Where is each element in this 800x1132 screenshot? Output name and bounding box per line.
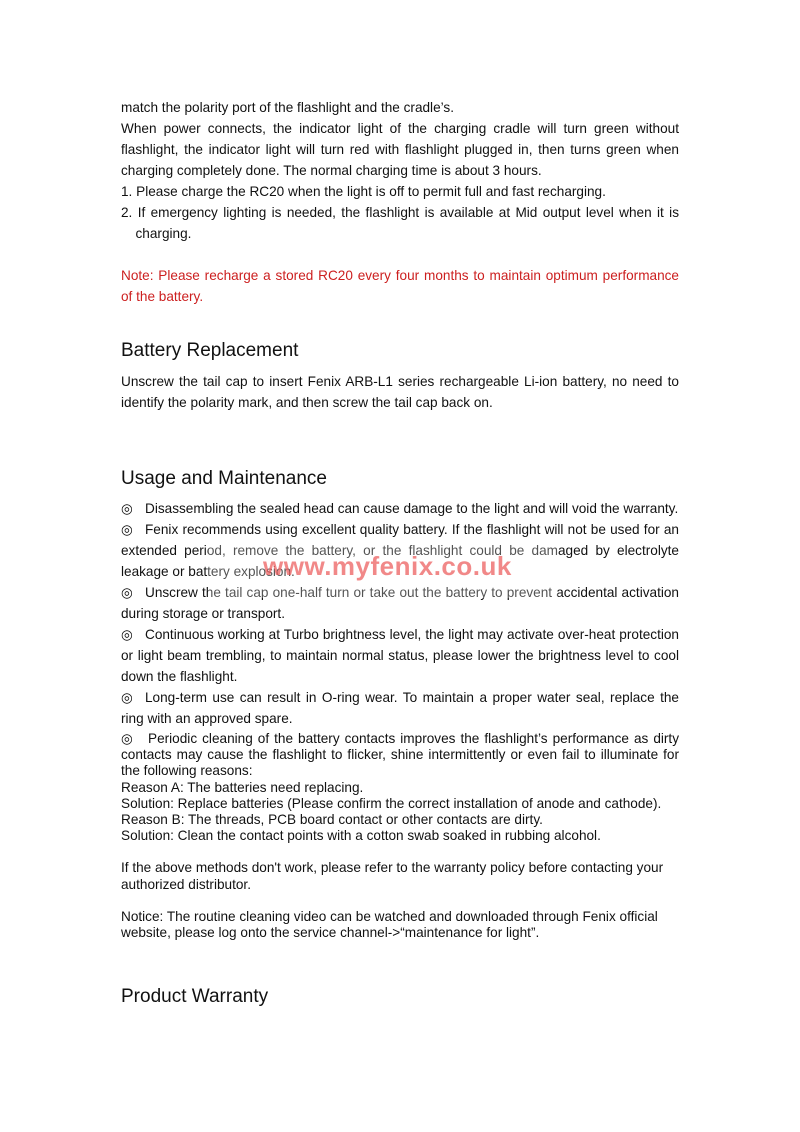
bullet-text: Fenix recommends using excellent quality battery. If the flashlight will not be used for an extended period, remove the battery, or the flashlight could be damaged by electrolyte leakage or battery explosion. [121, 522, 679, 579]
charging-list-item-1 [121, 181, 679, 202]
bullet-icon: ◎ [121, 627, 133, 642]
cleaning-solution-a: Solution: Replace batteries (Please confirm the correct installation of anode and cathode). [121, 795, 662, 811]
list-number: 1. [121, 184, 133, 199]
spacer [121, 893, 679, 909]
bullet-icon: ◎ [121, 731, 133, 746]
bullet-icon: ◎ [121, 501, 133, 516]
watermark-text: www.myfenix.co.uk [263, 551, 512, 581]
usage-bullet-2 [121, 519, 679, 582]
document-page [121, 97, 679, 1009]
bullet-text: Disassembling the sealed head can cause damage to the light and will void the warranty. [145, 501, 679, 516]
bullet-text: Continuous working at Turbo brightness level, the light may activate over-heat protection or light beam trembling, to maintain normal status, please lower the brightness level to cool down the flashlight. [121, 627, 679, 684]
bullet-icon: ◎ [121, 522, 133, 537]
usage-bullet-4 [121, 624, 679, 687]
bullet-icon: ◎ [121, 690, 133, 705]
cleaning-solution-b: Solution: Clean the contact points with a cotton swab soaked in rubbing alcohol. [121, 828, 601, 844]
usage-cleaning-intro [121, 731, 679, 780]
charging-list-item-2 [121, 202, 679, 244]
list-text: If emergency lighting is needed, the flashlight is available at Mid output level when it is charging. [135, 205, 679, 241]
usage-bullet-5 [121, 687, 679, 729]
cleaning-reason-a: Reason A: The batteries need replacing. [121, 779, 364, 795]
list-text: Please charge the RC20 when the light is off to permit full and fast recharging. [136, 184, 606, 199]
bullet-text: Periodic cleaning of the battery contacts improves the flashlight’s performance as dirty contacts may cause the flashlight to flicker, shine intermittently or even fail to illuminate for the following reasons: [121, 731, 679, 779]
section-heading-usage-maintenance: Usage and Maintenance [121, 468, 327, 489]
bullet-text: Unscrew the tail cap one-half turn or take out the battery to prevent accidental activation during storage or transport. [121, 585, 679, 621]
spacer [121, 941, 679, 985]
charging-continuation: match the polarity port of the flashlight and the cradle’s. [121, 100, 454, 115]
spacer [121, 307, 679, 339]
bullet-text: Long-term use can result in O-ring wear. To maintain a proper water seal, replace the ring with an approved spare. [121, 690, 679, 726]
spacer [121, 413, 679, 467]
list-number: 2. [121, 205, 133, 220]
section-heading-product-warranty: Product Warranty [121, 986, 269, 1008]
spacer [121, 844, 679, 860]
spacer [121, 244, 679, 265]
charging-note: Note: Please recharge a stored RC20 every four months to maintain optimum performance of the battery. [121, 268, 679, 304]
cleaning-reason-b: Reason B: The threads, PCB board contact or other contacts are dirty. [121, 812, 543, 828]
spacer [121, 363, 679, 371]
usage-bullet-1 [121, 498, 679, 519]
usage-fallback-paragraph: If the above methods don't work, please refer to the warranty policy before contacting your authorized distributor. [121, 860, 664, 892]
usage-notice-paragraph: Notice: The routine cleaning video can be watched and downloaded through Fenix official website, please log onto the service channel->“maintenance for light”. [121, 908, 658, 941]
spacer [121, 491, 679, 498]
charging-indicator-paragraph: When power connects, the indicator light of the charging cradle will turn green without flashlight, the indicator light will turn red with flashlight plugged in, then turns green when charging completely done. The normal charging time is about 3 hours. [121, 121, 679, 178]
bullet-icon: ◎ [121, 585, 133, 600]
battery-replacement-body: Unscrew the tail cap to insert Fenix ARB-L1 series rechargeable Li-ion battery, no need to identify the polarity mark, and then screw the tail cap back on. [121, 374, 679, 410]
section-heading-battery-replacement: Battery Replacement [121, 340, 299, 361]
usage-bullet-3 [121, 582, 679, 624]
